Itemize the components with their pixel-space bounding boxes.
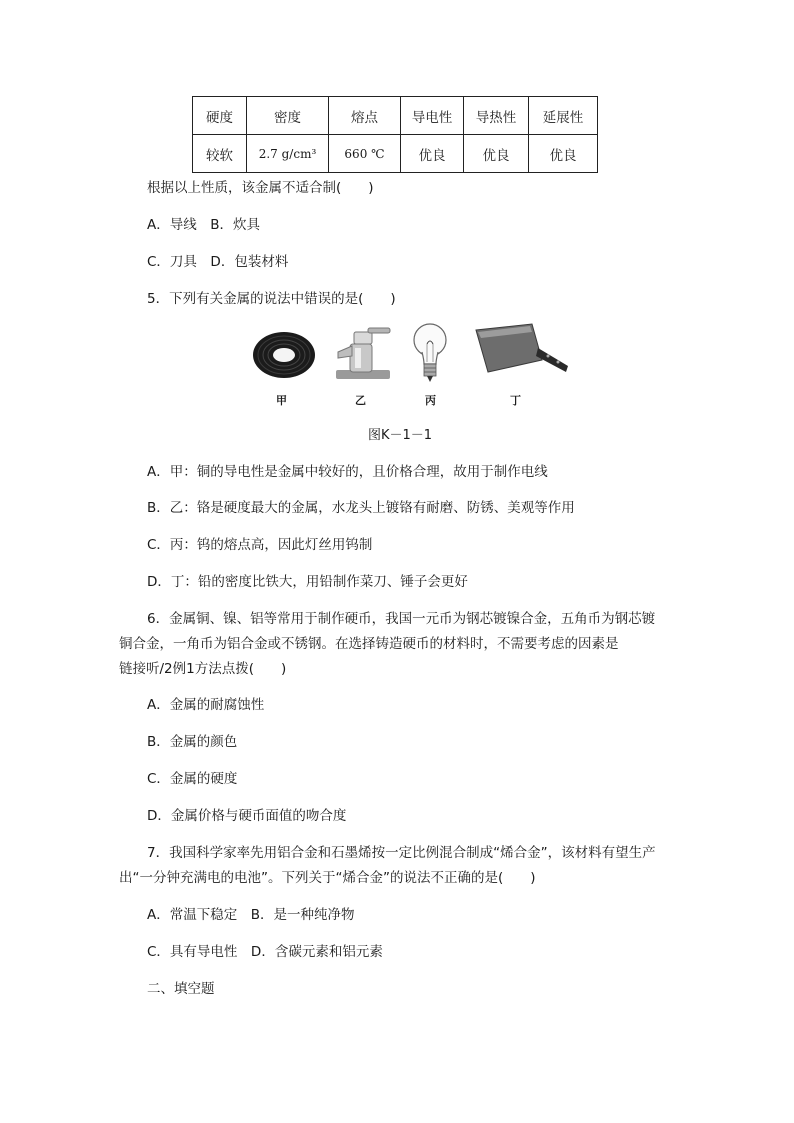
wire-coil-image	[250, 330, 318, 380]
figure-label-ding: 丁	[510, 394, 521, 407]
question-5-option-a: A．甲：铜的导电性是金属中较好的，且价格合理，故用于制作电线	[147, 464, 548, 480]
table-header-cell: 熔点	[329, 97, 401, 135]
question-6-stem-line-2: 铜合金，一角币为铝合金或不锈钢。在选择铸造硬币的材料时，不需要考虑的因素是	[119, 636, 619, 652]
question-6-option-b: B．金属的颜色	[147, 734, 238, 750]
question-7-stem-line-2: 出“一分钟充满电的电池”。下列关于“烯合金”的说法不正确的是( )	[119, 870, 536, 886]
faucet-image	[330, 326, 396, 382]
question-6-stem-line-1: 6．金属铜、镍、铝等常用于制作硬币，我国一元币为钢芯镀镍合金，五角币为钢芯镀	[147, 611, 656, 627]
property-table	[192, 96, 598, 173]
question-4-options-ab: A．导线 B．炊具	[147, 217, 260, 233]
question-7-stem-line-1: 7．我国科学家率先用铝合金和石墨烯按一定比例混合制成“烯合金”，该材料有望生产	[147, 845, 656, 861]
question-4-options-cd: C．刀具 D．包装材料	[147, 254, 289, 270]
cleaver-image	[472, 322, 574, 380]
question-7-options-ab: A．常温下稳定 B．是一种纯净物	[147, 907, 355, 923]
light-bulb-image	[412, 322, 448, 384]
table-header-cell: 导电性	[401, 97, 464, 135]
question-6-option-a: A．金属的耐腐蚀性	[147, 697, 265, 713]
table-cell: 优良	[401, 135, 464, 173]
question-6-option-d: D．金属价格与硬币面值的吻合度	[147, 808, 347, 824]
question-6-option-c: C．金属的硬度	[147, 771, 238, 787]
question-5-option-c: C．丙：钨的熔点高，因此灯丝用钨制	[147, 537, 373, 553]
table-cell: 660 ℃	[329, 135, 401, 173]
figure-label-bing: 丙	[425, 394, 436, 407]
figure-label-yi: 乙	[355, 394, 366, 407]
figure-caption: 图K－1－1	[368, 428, 433, 443]
table-header-cell: 延展性	[529, 97, 598, 135]
table-header-cell: 密度	[247, 97, 329, 135]
table-row	[193, 135, 598, 173]
figure-label-jia: 甲	[276, 394, 287, 407]
table-cell: 2.7 g/cm³	[247, 135, 329, 173]
table-cell: 优良	[529, 135, 598, 173]
table-cell: 较软	[193, 135, 247, 173]
table-header-cell: 硬度	[193, 97, 247, 135]
table-header-cell: 导热性	[464, 97, 529, 135]
question-6-stem-line-3: 链接听/2例1方法点拨( )	[119, 661, 287, 677]
question-5-stem: 5．下列有关金属的说法中错误的是( )	[147, 291, 396, 307]
table-cell: 优良	[464, 135, 529, 173]
question-4-stem: 根据以上性质，该金属不适合制( )	[147, 180, 374, 196]
question-5-option-b: B．乙：铬是硬度最大的金属，水龙头上镀铬有耐磨、防锈、美观等作用	[147, 500, 575, 516]
section-heading-fill-in: 二、填空题	[147, 981, 215, 997]
question-7-options-cd: C．具有导电性 D．含碳元素和铝元素	[147, 944, 383, 960]
table-header-row	[193, 97, 598, 135]
question-5-option-d: D．丁：铅的密度比铁大，用铅制作菜刀、锤子会更好	[147, 574, 468, 590]
